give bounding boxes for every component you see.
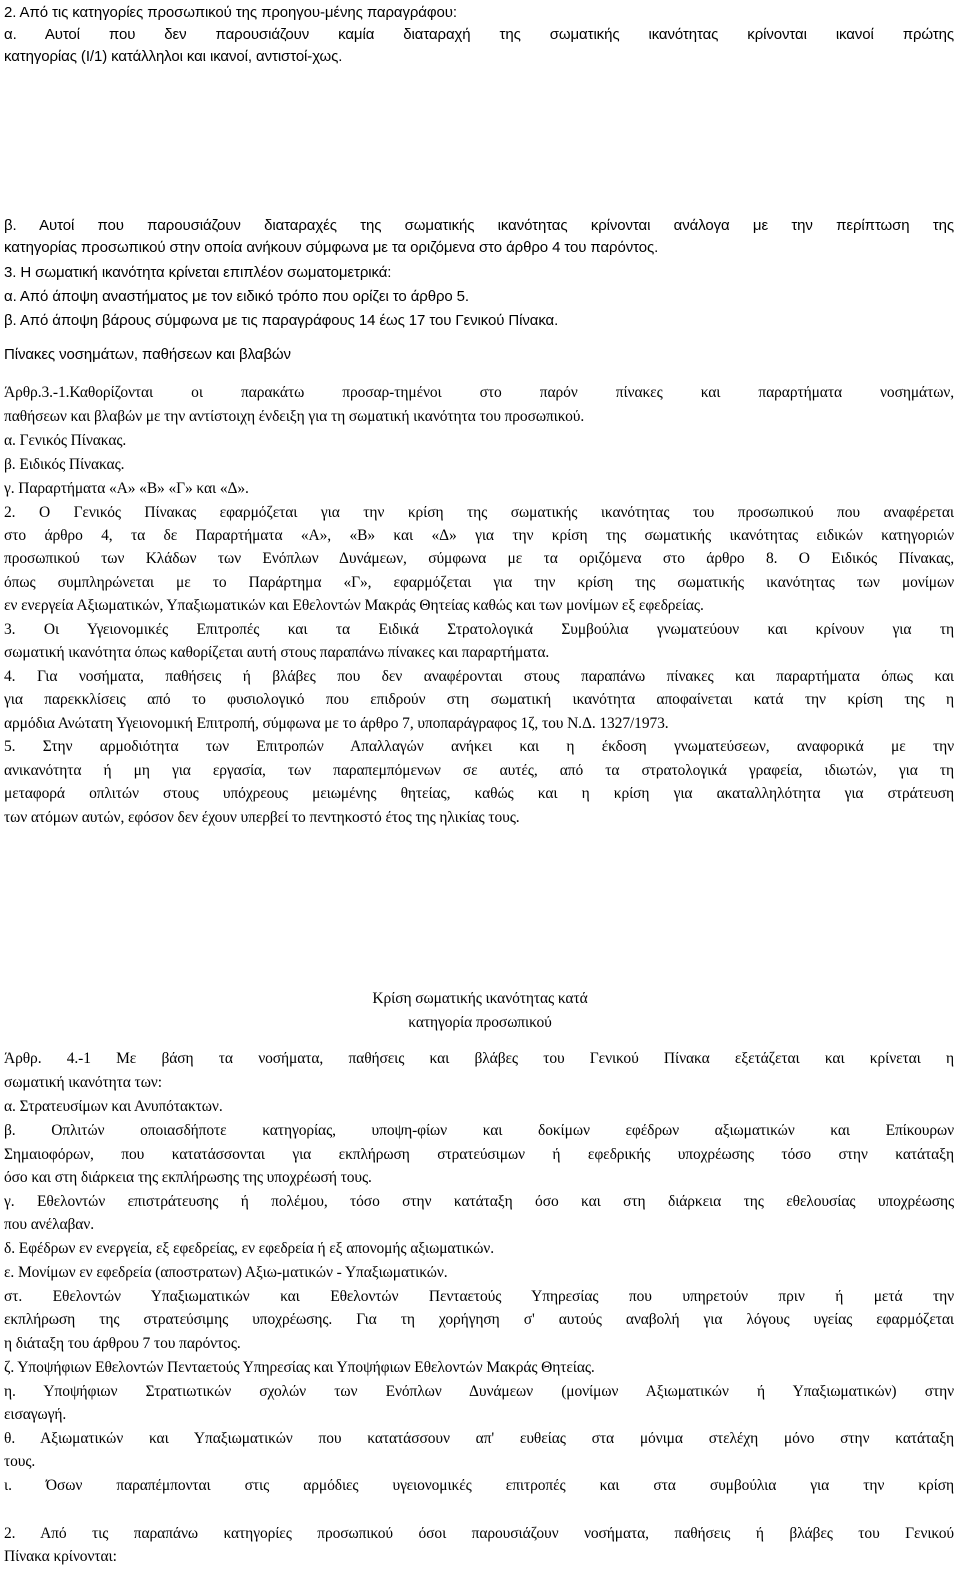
list-item: β. Ειδικός Πίνακας. <box>4 456 125 473</box>
list-item: γ. Παραρτήματα «Α» «Β» «Γ» και «Δ». <box>4 480 249 497</box>
article-3-paragraph-3: 3. Οι Υγειονομικές Επιτροπές και τα Ειδικά Στρατολογικά Συμβούλια γνωματεύουν και κρίνουν για τη <box>4 621 954 638</box>
list-item: ι. Όσων παραπέμπονται στις αρμόδιες υγειονομικές επιτροπές και στα συμβούλια για την κρίση <box>4 1477 954 1494</box>
list-item: Σημαιοφόρων, που κατατάσσονται για εκπλήρωση στρατεύσιμων ή εφεδρικής υποχρέωσης τόσο στην κατάταξη <box>4 1146 954 1163</box>
list-item: τους. <box>4 1453 36 1470</box>
list-item: δ. Εφέδρων εν ενεργεία, εξ εφεδρείας, εν εφεδρεία ή εξ απονομής αξιωματικών. <box>4 1240 494 1257</box>
list-item: η. Υποψήφιων Στρατιωτικών σχολών των Ενόπλων Δυνάμεων (μονίμων Αξιωματικών ή Υπαξιωματικών) στην <box>4 1383 954 1400</box>
article-3-paragraph-2: όπως συμπληρώνεται με το Παράρτημα «Γ», εφαρμόζεται για την κρίση της σωματικής ικανότητας των μονίμων <box>4 574 954 591</box>
list-item: στ. Εθελοντών Υπαξιωματικών και Εθελοντών Πενταετούς Υπηρεσίας που υπηρετούν πριν ή μετά την <box>4 1288 954 1305</box>
article-3-paragraph-5: των ατόμων αυτών, εφόσον δεν έχουν υπερβεί το πεντηκοστό έτος της ηλικίας τους. <box>4 809 520 826</box>
article-3-paragraph-2: προσωπικού των Κλάδων των Ενόπλων Δυνάμεων, σύμφωνα με τα οριζόμενα στο άρθρο 8. Ο Ειδικός Πίνακας, <box>4 550 954 567</box>
list-item: β. Από άποψη βάρους σύμφωνα με τις παραγράφους 14 έως 17 του Γενικού Πίνακα. <box>4 312 559 329</box>
article-3-paragraph-2: 2. Ο Γενικός Πίνακας εφαρμόζεται για την κρίση της σωματικής ικανότητας του προσωπικού που αναφέρεται <box>4 504 954 521</box>
list-item: α. Γενικός Πίνακας. <box>4 432 127 449</box>
item-a-line: κατηγορίας (Ι/1) κατάλληλοι και ικανοί, αντιστοί-χως. <box>4 48 343 65</box>
article-3-paragraph-5: 5. Στην αρμοδιότητα των Επιτροπών Απαλλαγών ανήκει και η έκδοση γνωματεύσεων, αναφορικά με την <box>4 738 954 755</box>
article-3-paragraph-4: 4. Για νοσήματα, παθήσεις ή βλάβες που δεν αναφέρονται στους παραπάνω πίνακες και παραρτήματα όπως και <box>4 668 954 685</box>
paragraph-2-heading: 2. Από τις κατηγορίες προσωπικού της προηγου-μένης παραγράφου: <box>4 4 457 21</box>
list-item: α. Στρατευσίμων και Ανυπότακτων. <box>4 1098 223 1115</box>
article-3-line: Άρθρ.3.-1.Καθορίζονται οι παρακάτω προσαρ-τημένοι στο παρόν πίνακες και παραρτήματα νοσημάτων, <box>4 384 954 401</box>
list-item: θ. Αξιωματικών και Υπαξιωματικών που κατατάσσουν απ' ευθείας στα μόνιμα στελέχη μόνο στην κατάταξη <box>4 1430 954 1447</box>
article-4-paragraph-2: Πίνακα κρίνονται: <box>4 1548 117 1565</box>
article-3-line: παθήσεων και βλαβών με την αντίστοιχη ένδειξη για τη σωματική ικανότητα του προσωπικού. <box>4 408 585 425</box>
section-heading: Πίνακες νοσημάτων, παθήσεων και βλαβών <box>4 346 291 363</box>
article-3-paragraph-5: ανικανότητα ή μη για εργασία, των παραπεμπόμενων σε αυτές, από τα στρατολογικά γραφεία, ιδιωτών, για τη <box>4 762 954 779</box>
article-3-paragraph-4: αρμόδια Ανώτατη Υγειονομική Επιτροπή, σύμφωνα με το άρθρο 7, υποπαράγραφος 1ζ, του Ν.Δ. 1327/1973. <box>4 715 669 732</box>
list-item: γ. Εθελοντών επιστράτευσης ή πολέμου, τόσο στην κατάταξη όσο και στη διάρκεια της εθελουσίας υποχρέωσης <box>4 1193 954 1210</box>
article-3-paragraph-2: εν ενεργεία Αξιωματικών, Υπαξιωματικών και Εθελοντών Μακράς Θητείας καθώς και των μονίμων εξ εφεδρείας. <box>4 597 704 614</box>
article-3-paragraph-2: στο άρθρο 4, τα δε Παραρτήματα «Α», «Β» και «Δ» για την κρίση της σωματικής ικανότητας ειδικών κατηγοριών <box>4 527 954 544</box>
item-b-line: β. Αυτοί που παρουσιάζουν διαταραχές της σωματικής ικανότητας κρίνονται ανάλογα με την περίπτωση της <box>4 217 954 234</box>
article-3-paragraph-5: μεταφορά οπλιτών στους υπόχρεους μειωμένης θητείας, καθώς και η κρίση για ακαταλληλότητα για στράτευση <box>4 785 954 802</box>
list-item: η διάταξη του άρθρου 7 του παρόντος. <box>4 1335 241 1352</box>
list-item: όσο και στη διάρκεια της εκπλήρωσης της υποχρέωσή τους. <box>4 1169 372 1186</box>
list-item: α. Από άποψη αναστήματος με τον ειδικό τρόπο που ορίζει το άρθρο 5. <box>4 288 469 305</box>
article-4-line: Άρθρ. 4.-1 Με βάση τα νοσήματα, παθήσεις και βλάβες του Γενικού Πίνακα εξετάζεται και κρίνεται η <box>4 1050 954 1067</box>
article-4-line: σωματική ικανότητα των: <box>4 1074 162 1091</box>
list-item: που ανέλαβαν. <box>4 1216 94 1233</box>
article-4-paragraph-2: 2. Από τις παραπάνω κατηγορίες προσωπικού όσοι παρουσιάζουν νοσήματα, παθήσεις ή βλάβες του Γενικού <box>4 1525 954 1542</box>
list-item: εκπλήρωση της στρατεύσιμης υποχρέωσης. Για τη χορήγηση σ' αυτούς αναβολή για λόγους υγείας εφαρμόζεται <box>4 1311 954 1328</box>
list-item: εισαγωγή. <box>4 1406 67 1423</box>
list-item: β. Οπλιτών οποιασδήποτε κατηγορίας, υποψη-φίων και δοκίμων εφέδρων αξιωματικών και Επίκουρων <box>4 1122 954 1139</box>
list-item: ζ. Υποψήφιων Εθελοντών Πενταετούς Υπηρεσίας και Υποψήφιων Εθελοντών Μακράς Θητείας. <box>4 1359 595 1376</box>
article-3-paragraph-4: για παρεκκλίσεις από το φυσιολογικό που επιδρούν στη σωματική ικανότητα αποφαίνεται κατά την κρίση της η <box>4 691 954 708</box>
article-3-paragraph-3: σωματική ικανότητα όπως καθορίζεται αυτή στους παραπάνω πίνακες και παραρτήματα. <box>4 644 550 661</box>
section-heading: κατηγορία προσωπικού <box>408 1014 552 1031</box>
item-a-line: α. Αυτοί που δεν παρουσιάζουν καμία διαταραχή της σωματικής ικανότητας κρίνονται ικανοί πρώτης <box>4 26 954 43</box>
item-b-line: κατηγορίας προσωπικού στην οποία ανήκουν σύμφωνα με τα οριζόμενα στο άρθρο 4 του παρόντος. <box>4 239 659 256</box>
list-item: ε. Μονίμων εν εφεδρεία (αποστρατων) Αξιω-ματικών - Υπαξιωματικών. <box>4 1264 448 1281</box>
paragraph-3-heading: 3. Η σωματική ικανότητα κρίνεται επιπλέον σωματομετρικά: <box>4 264 392 281</box>
section-heading: Κρίση σωματικής ικανότητας κατά <box>372 990 588 1007</box>
